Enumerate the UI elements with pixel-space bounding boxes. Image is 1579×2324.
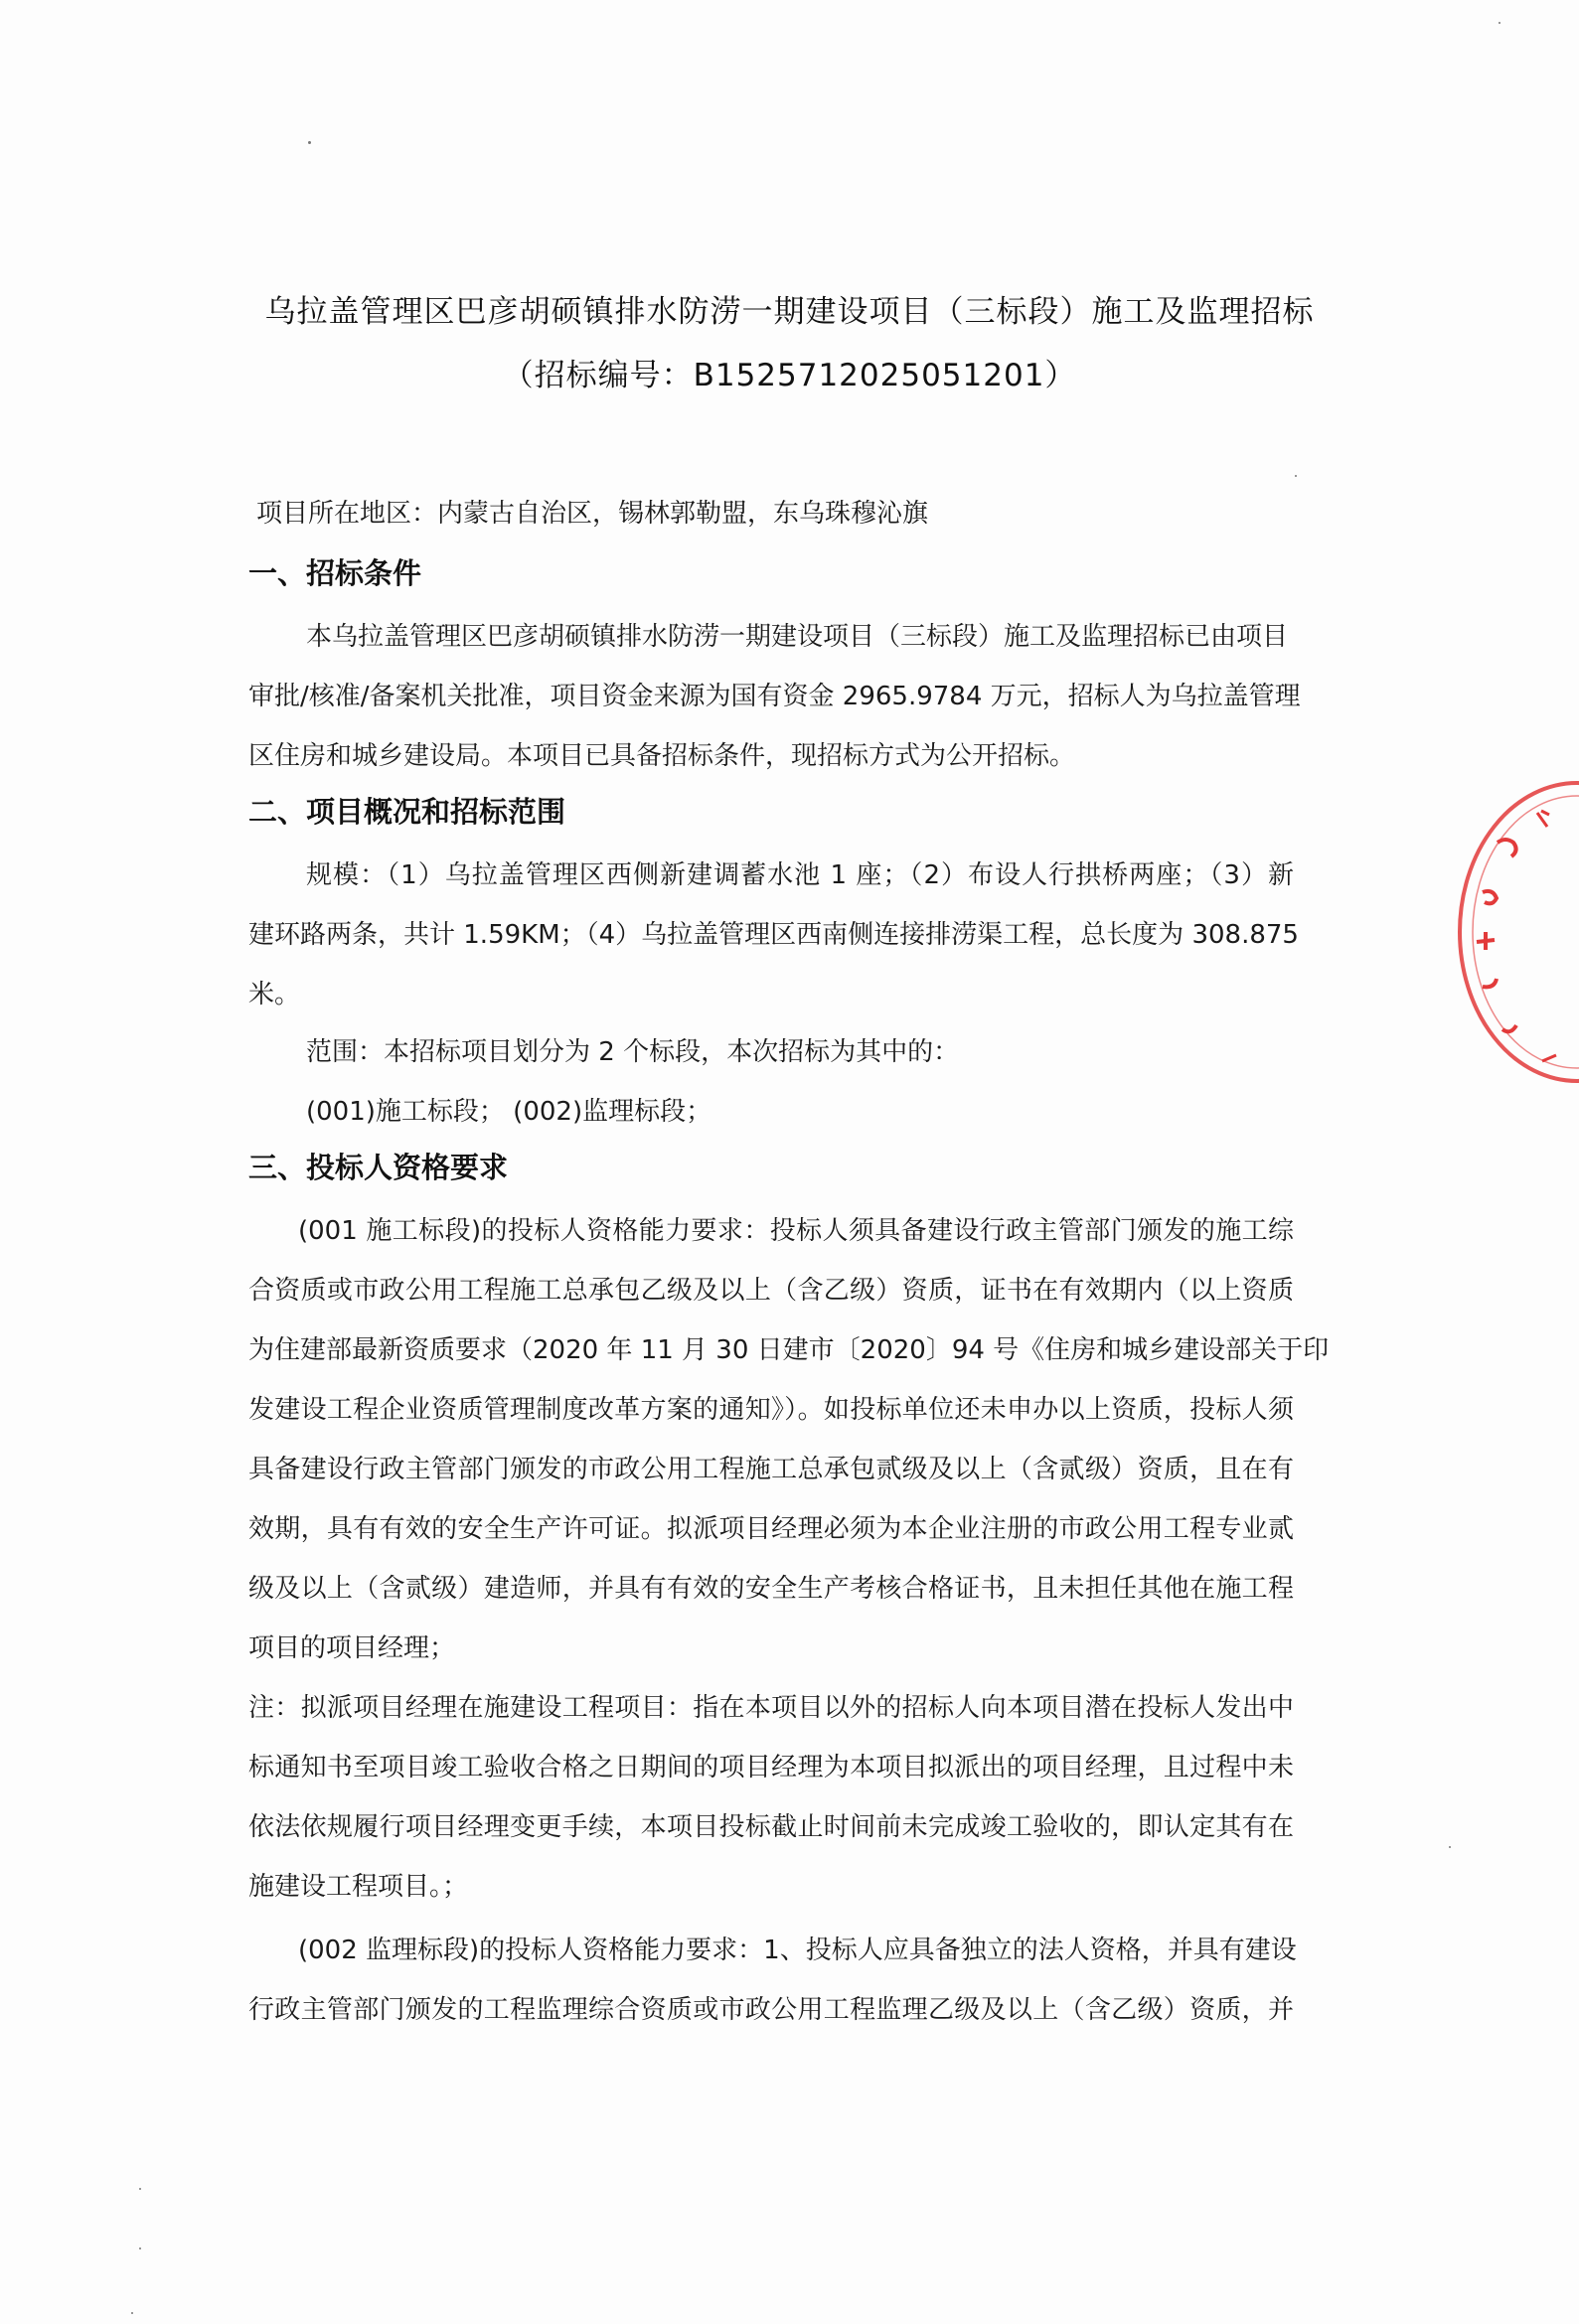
scan-speck (1499, 22, 1500, 24)
paragraph-line: 建环路两条，共计 1.59KM；（4）乌拉盖管理区西南侧连接排涝渠工程，总长度为 308.875 (248, 920, 1299, 950)
scan-speck (139, 2247, 141, 2249)
paragraph-line: (001 施工标段)的投标人资格能力要求：投标人须具备建设行政主管部门颁发的施工综 (298, 1216, 1294, 1246)
paragraph-line: 发建设工程企业资质管理制度改革方案的通知》）。如投标单位还未申办以上资质，投标人须 (248, 1395, 1294, 1425)
scan-speck (139, 2188, 141, 2190)
note-line: 施建设工程项目。； (248, 1872, 469, 1902)
scan-speck (1449, 1846, 1451, 1848)
paragraph-line: 区住房和城乡建设局。本项目已具备招标条件，现招标方式为公开招标。 (248, 741, 1076, 771)
paragraph-line: 合资质或市政公用工程施工总承包乙级及以上（含乙级）资质，证书在有效期内（以上资质 (248, 1276, 1294, 1306)
paragraph-line: 效期，具有有效的安全生产许可证。拟派项目经理必须为本企业注册的市政公用工程专业贰 (248, 1514, 1294, 1544)
paragraph-line: 项目的项目经理； (248, 1633, 456, 1663)
note-line: 标通知书至项目竣工验收合格之日期间的项目经理为本项目拟派出的项目经理，且过程中未 (248, 1753, 1294, 1782)
paragraph-line: (002 监理标段)的投标人资格能力要求：1、投标人应具备独立的法人资格，并具有建设 (298, 1936, 1297, 1965)
seal-stamp-icon (1443, 773, 1579, 1091)
note-line: 依法依规履行项目经理变更手续，本项目投标截止时间前未完成竣工验收的，即认定其有在 (248, 1812, 1294, 1842)
scan-speck (131, 2312, 133, 2314)
document-title: 乌拉盖管理区巴彦胡硕镇排水防涝一期建设项目（三标段）施工及监理招标 (264, 294, 1315, 330)
paragraph-line: 范围：本招标项目划分为 2 个标段，本次招标为其中的： (306, 1037, 960, 1067)
note-line: 注：拟派项目经理在施建设工程项目：指在本项目以外的招标人向本项目潜在投标人发出中 (248, 1693, 1294, 1723)
paragraph-line: 行政主管部门颁发的工程监理综合资质或市政公用工程监理乙级及以上（含乙级）资质，并 (248, 1995, 1294, 2025)
scan-speck (1295, 475, 1297, 477)
section-heading: 二、项目概况和招标范围 (248, 795, 566, 829)
section-heading: 三、投标人资格要求 (248, 1151, 509, 1184)
scan-speck (308, 141, 311, 144)
tender-number: （招标编号：B1525712025051201） (502, 358, 1077, 393)
section-heading: 一、招标条件 (248, 556, 422, 590)
paragraph-line: (001)施工标段； (002)监理标段； (306, 1097, 712, 1127)
paragraph-line: 规模：（1）乌拉盖管理区西侧新建调蓄水池 1 座；（2）布设人行拱桥两座；（3）新 (306, 860, 1294, 890)
paragraph-line: 米。 (248, 980, 301, 1009)
paragraph-line: 本乌拉盖管理区巴彦胡硕镇排水防涝一期建设项目（三标段）施工及监理招标已由项目 (306, 622, 1289, 652)
paragraph-line: 为住建部最新资质要求（2020 年 11 月 30 日建市〔2020〕94 号《住房和城乡建设部关于印 (248, 1335, 1330, 1365)
paragraph-line: 具备建设行政主管部门颁发的市政公用工程施工总承包贰级及以上（含贰级）资质，且在有 (248, 1455, 1294, 1484)
paragraph-line: 级及以上（含贰级）建造师，并具有有效的安全生产考核合格证书，且未担任其他在施工程 (248, 1574, 1294, 1604)
project-location: 项目所在地区：内蒙古自治区，锡林郭勒盟，东乌珠穆沁旗 (256, 499, 929, 529)
paragraph-line: 审批/核准/备案机关批准，项目资金来源为国有资金 2965.9784 万元，招标人为乌拉盖管理 (248, 682, 1301, 711)
